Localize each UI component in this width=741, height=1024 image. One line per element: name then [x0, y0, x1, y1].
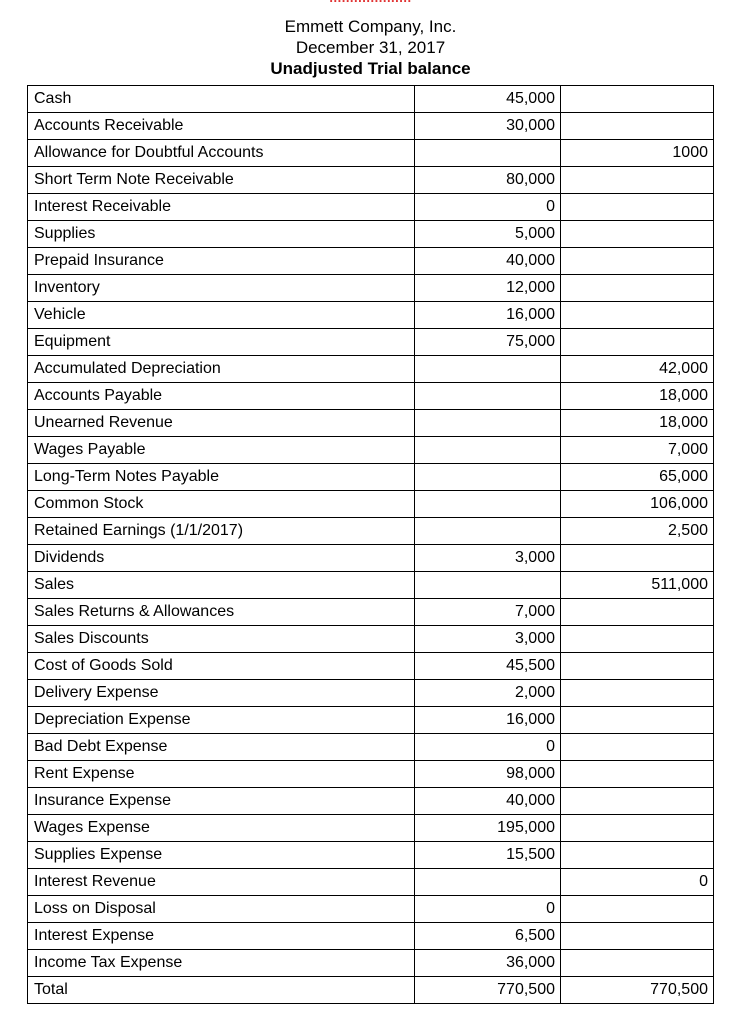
account-name-cell: Sales Returns & Allowances [28, 599, 415, 626]
account-name-cell: Supplies [28, 221, 415, 248]
account-name-cell: Retained Earnings (1/1/2017) [28, 518, 415, 545]
account-name-cell: Interest Expense [28, 923, 415, 950]
debit-amount-cell [415, 437, 561, 464]
account-name-cell: Prepaid Insurance [28, 248, 415, 275]
credit-amount-cell [561, 599, 714, 626]
account-name-cell: Bad Debt Expense [28, 734, 415, 761]
credit-amount-cell: 18,000 [561, 383, 714, 410]
credit-amount-cell [561, 950, 714, 977]
debit-amount-cell [415, 410, 561, 437]
table-row [28, 761, 714, 788]
account-name-cell: Total [28, 977, 415, 1004]
account-name-cell: Supplies Expense [28, 842, 415, 869]
debit-amount-cell [415, 464, 561, 491]
credit-amount-cell [561, 626, 714, 653]
account-name-cell: Sales [28, 572, 415, 599]
credit-amount-cell [561, 788, 714, 815]
credit-amount-cell [561, 545, 714, 572]
credit-amount-cell: 106,000 [561, 491, 714, 518]
debit-amount-cell: 36,000 [415, 950, 561, 977]
credit-amount-cell [561, 329, 714, 356]
table-row [28, 842, 714, 869]
table-row [28, 680, 714, 707]
credit-amount-cell [561, 86, 714, 113]
table-row [28, 194, 714, 221]
table-row [28, 437, 714, 464]
debit-amount-cell: 16,000 [415, 302, 561, 329]
table-row [28, 464, 714, 491]
table-row [28, 518, 714, 545]
credit-amount-cell: 0 [561, 869, 714, 896]
debit-amount-cell: 5,000 [415, 221, 561, 248]
table-row [28, 572, 714, 599]
account-name-cell: Sales Discounts [28, 626, 415, 653]
account-name-cell: Interest Revenue [28, 869, 415, 896]
account-name-cell: Insurance Expense [28, 788, 415, 815]
credit-amount-cell: 2,500 [561, 518, 714, 545]
debit-amount-cell: 12,000 [415, 275, 561, 302]
debit-amount-cell: 3,000 [415, 626, 561, 653]
debit-amount-cell: 770,500 [415, 977, 561, 1004]
account-name-cell: Interest Receivable [28, 194, 415, 221]
debit-amount-cell: 2,000 [415, 680, 561, 707]
debit-amount-cell [415, 140, 561, 167]
table-row [28, 275, 714, 302]
debit-amount-cell: 15,500 [415, 842, 561, 869]
trial-balance-table [27, 85, 714, 1004]
credit-amount-cell: 511,000 [561, 572, 714, 599]
account-name-cell: Allowance for Doubtful Accounts [28, 140, 415, 167]
account-name-cell: Unearned Revenue [28, 410, 415, 437]
account-name-cell: Dividends [28, 545, 415, 572]
debit-amount-cell [415, 356, 561, 383]
debit-amount-cell: 0 [415, 734, 561, 761]
table-row [28, 248, 714, 275]
table-row [28, 923, 714, 950]
account-name-cell: Income Tax Expense [28, 950, 415, 977]
credit-amount-cell [561, 707, 714, 734]
credit-amount-cell [561, 653, 714, 680]
credit-amount-cell: 770,500 [561, 977, 714, 1004]
debit-amount-cell: 16,000 [415, 707, 561, 734]
account-name-cell: Accounts Receivable [28, 113, 415, 140]
debit-amount-cell: 98,000 [415, 761, 561, 788]
debit-amount-cell [415, 518, 561, 545]
account-name-cell: Long-Term Notes Payable [28, 464, 415, 491]
account-name-cell: Common Stock [28, 491, 415, 518]
account-name-cell: Short Term Note Receivable [28, 167, 415, 194]
credit-amount-cell [561, 221, 714, 248]
table-row [28, 788, 714, 815]
debit-amount-cell [415, 572, 561, 599]
credit-amount-cell: 65,000 [561, 464, 714, 491]
credit-amount-cell [561, 248, 714, 275]
trial-balance-body [28, 86, 714, 1004]
debit-amount-cell: 3,000 [415, 545, 561, 572]
credit-amount-cell: 1000 [561, 140, 714, 167]
debit-amount-cell [415, 383, 561, 410]
table-row [28, 707, 714, 734]
table-row [28, 221, 714, 248]
table-row [28, 140, 714, 167]
debit-amount-cell: 0 [415, 896, 561, 923]
table-row [28, 599, 714, 626]
account-name-cell: Delivery Expense [28, 680, 415, 707]
credit-amount-cell [561, 302, 714, 329]
debit-amount-cell [415, 869, 561, 896]
report-heading [0, 16, 741, 79]
table-row [28, 113, 714, 140]
company-name: Emmett Company, Inc. [284, 17, 457, 36]
table-row [28, 383, 714, 410]
table-row [28, 896, 714, 923]
account-name-cell: Rent Expense [28, 761, 415, 788]
debit-amount-cell: 7,000 [415, 599, 561, 626]
credit-amount-cell [561, 275, 714, 302]
account-name-cell: Equipment [28, 329, 415, 356]
debit-amount-cell: 30,000 [415, 113, 561, 140]
credit-amount-cell [561, 113, 714, 140]
account-name-cell: Accumulated Depreciation [28, 356, 415, 383]
credit-amount-cell [561, 194, 714, 221]
table-row [28, 302, 714, 329]
statement-title: Unadjusted Trial balance [270, 59, 471, 78]
account-name-cell: Cash [28, 86, 415, 113]
account-name-cell: Wages Expense [28, 815, 415, 842]
account-name-cell: Depreciation Expense [28, 707, 415, 734]
credit-amount-cell [561, 761, 714, 788]
debit-amount-cell [415, 491, 561, 518]
credit-amount-cell [561, 167, 714, 194]
debit-amount-cell: 45,500 [415, 653, 561, 680]
table-row [28, 356, 714, 383]
debit-amount-cell: 75,000 [415, 329, 561, 356]
debit-amount-cell: 40,000 [415, 788, 561, 815]
account-name-cell: Cost of Goods Sold [28, 653, 415, 680]
report-date: December 31, 2017 [295, 38, 446, 57]
table-row [28, 329, 714, 356]
credit-amount-cell [561, 680, 714, 707]
table-row [28, 869, 714, 896]
debit-amount-cell: 6,500 [415, 923, 561, 950]
table-row [28, 410, 714, 437]
debit-amount-cell: 0 [415, 194, 561, 221]
credit-amount-cell [561, 815, 714, 842]
table-row [28, 653, 714, 680]
account-name-cell: Loss on Disposal [28, 896, 415, 923]
credit-amount-cell [561, 923, 714, 950]
table-row [28, 734, 714, 761]
table-row [28, 545, 714, 572]
account-name-cell: Accounts Payable [28, 383, 415, 410]
account-name-cell: Inventory [28, 275, 415, 302]
table-row [28, 167, 714, 194]
debit-amount-cell: 45,000 [415, 86, 561, 113]
debit-amount-cell: 40,000 [415, 248, 561, 275]
credit-amount-cell [561, 842, 714, 869]
credit-amount-cell: 42,000 [561, 356, 714, 383]
debit-amount-cell: 195,000 [415, 815, 561, 842]
credit-amount-cell [561, 734, 714, 761]
table-row [28, 977, 714, 1004]
credit-amount-cell: 18,000 [561, 410, 714, 437]
account-name-cell: Wages Payable [28, 437, 415, 464]
credit-amount-cell [561, 896, 714, 923]
table-row [28, 950, 714, 977]
credit-amount-cell: 7,000 [561, 437, 714, 464]
debit-amount-cell: 80,000 [415, 167, 561, 194]
account-name-cell: Vehicle [28, 302, 415, 329]
table-row [28, 626, 714, 653]
table-row [28, 815, 714, 842]
table-row [28, 491, 714, 518]
table-row [28, 86, 714, 113]
